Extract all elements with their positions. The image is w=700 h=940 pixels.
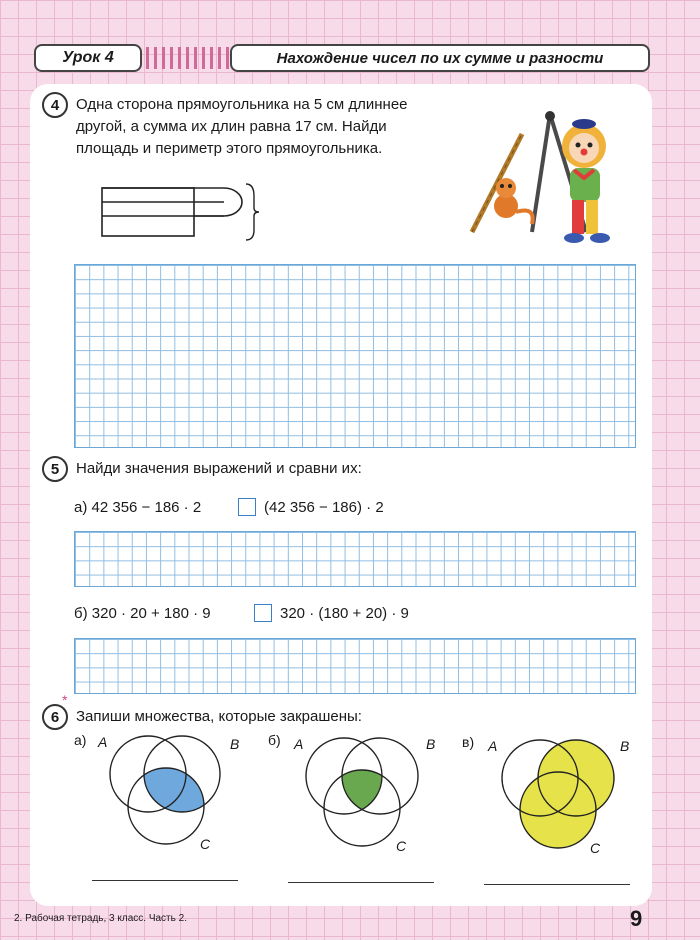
task-5b-compare-box[interactable] xyxy=(254,604,272,622)
venn-c-label: в) xyxy=(462,734,475,750)
page-number: 9 xyxy=(630,906,643,931)
task-4-line-2: другой, а сумма их длин равна 17 см. Найди xyxy=(76,118,387,135)
venn-c-set-b: B xyxy=(620,738,630,754)
footer-text: 2. Рабочая тетрадь, 3 класс. Часть 2. xyxy=(14,913,187,924)
segment-diagram xyxy=(96,180,266,244)
task-5b-left: б) 320 · 20 + 180 · 9 xyxy=(74,605,211,622)
venn-b-answer-line[interactable] xyxy=(288,882,434,883)
task-5-prompt: Найди значения выражений и сравни их: xyxy=(76,460,362,477)
venn-c-set-c: C xyxy=(590,840,601,856)
venn-a-label: а) xyxy=(74,732,87,748)
task-5-number: 5 xyxy=(42,456,68,482)
task-5b-right: 320 · (180 + 20) · 9 xyxy=(280,605,409,622)
task-6-star: * xyxy=(62,692,68,708)
venn-a-set-b: B xyxy=(230,736,240,752)
task-6-prompt: Запиши множества, которые закрашены: xyxy=(76,708,362,725)
task-5a-left: а) 42 356 − 186 · 2 xyxy=(74,499,202,516)
task-5b-grid[interactable] xyxy=(74,638,636,694)
venn-b-set-c: C xyxy=(396,838,407,854)
task-4-number: 4 xyxy=(42,92,68,118)
task-4-line-1: Одна сторона прямоугольника на 5 см длиннее xyxy=(76,96,408,113)
venn-b-label: б) xyxy=(268,732,281,748)
clown-illustration xyxy=(462,102,622,252)
task-6-number: 6 xyxy=(42,704,68,730)
venn-a-set-a: A xyxy=(98,734,108,750)
header-stripes xyxy=(146,47,237,69)
task-4-line-3: площадь и периметр этого прямоугольника. xyxy=(76,140,383,157)
venn-diagram-b xyxy=(298,734,438,864)
venn-diagram-a xyxy=(100,732,240,862)
task-5a-grid[interactable] xyxy=(74,531,636,587)
venn-b-set-a: A xyxy=(294,736,304,752)
venn-a-answer-line[interactable] xyxy=(92,880,238,881)
task-5a-compare-box[interactable] xyxy=(238,498,256,516)
venn-c-answer-line[interactable] xyxy=(484,884,630,885)
task-4-grid[interactable] xyxy=(74,264,636,448)
venn-a-set-c: C xyxy=(200,836,211,852)
venn-b-set-b: B xyxy=(426,736,436,752)
task-4-text xyxy=(76,94,408,160)
lesson-label: Урок 4 xyxy=(34,44,142,72)
page-title: Нахождение чисел по их сумме и разности xyxy=(230,44,650,72)
task-5a-right: (42 356 − 186) · 2 xyxy=(264,499,384,516)
venn-diagram-c xyxy=(494,736,634,866)
venn-c-set-a: A xyxy=(488,738,498,754)
